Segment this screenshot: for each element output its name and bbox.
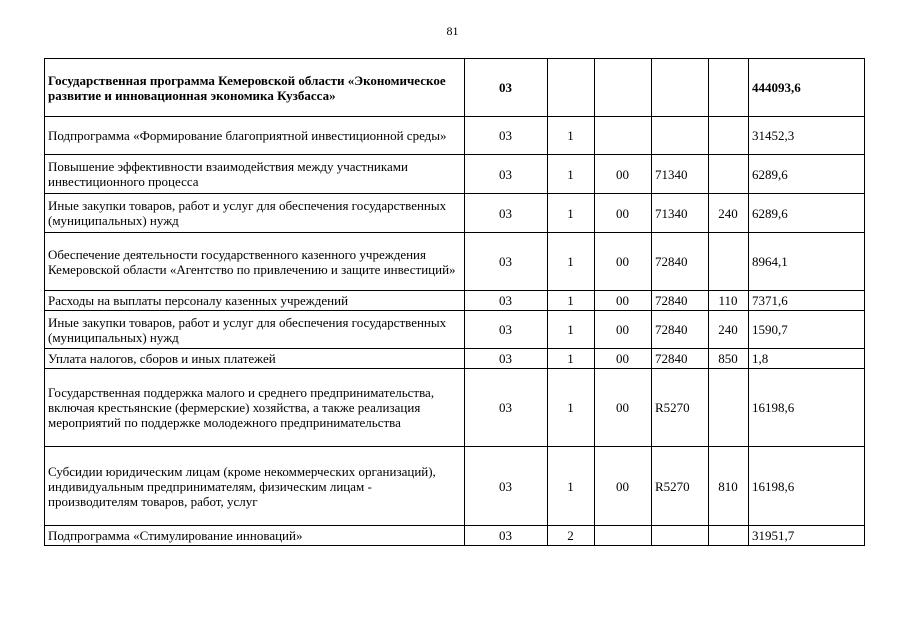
main-activity-code-cell: 00 — [595, 447, 652, 526]
expense-type-code-cell — [709, 117, 749, 155]
table-row — [45, 155, 865, 194]
row-name-cell: Субсидии юридическим лицам (кроме некоммерческих организаций), индивидуальным предпринимателям, физическим лицам - производителям товаров, работ, услуг — [45, 447, 465, 526]
amount-cell: 1590,7 — [749, 311, 865, 349]
subprogram-code-cell: 1 — [548, 369, 595, 447]
expense-type-code-cell — [709, 369, 749, 447]
table-row — [45, 117, 865, 155]
expense-type-code-cell: 240 — [709, 194, 749, 233]
table-row — [45, 349, 865, 369]
amount-cell: 8964,1 — [749, 233, 865, 291]
section-code-cell: 03 — [465, 59, 548, 117]
table-row — [45, 59, 865, 117]
expense-type-code-cell: 850 — [709, 349, 749, 369]
amount-cell: 6289,6 — [749, 194, 865, 233]
main-activity-code-cell — [595, 59, 652, 117]
row-name-cell: Расходы на выплаты персоналу казенных учреждений — [45, 291, 465, 311]
section-code-cell: 03 — [465, 194, 548, 233]
amount-cell: 1,8 — [749, 349, 865, 369]
main-activity-code-cell: 00 — [595, 291, 652, 311]
main-activity-code-cell: 00 — [595, 155, 652, 194]
subprogram-code-cell — [548, 59, 595, 117]
table-row — [45, 526, 865, 546]
subprogram-code-cell: 1 — [548, 291, 595, 311]
table-row — [45, 447, 865, 526]
expense-type-code-cell — [709, 155, 749, 194]
amount-cell: 444093,6 — [749, 59, 865, 117]
budget-table-body — [45, 59, 865, 546]
subprogram-code-cell: 1 — [548, 117, 595, 155]
direction-code-cell — [652, 59, 709, 117]
subprogram-code-cell: 1 — [548, 349, 595, 369]
direction-code-cell: 72840 — [652, 311, 709, 349]
row-name-cell: Подпрограмма «Стимулирование инноваций» — [45, 526, 465, 546]
row-name-cell: Государственная поддержка малого и среднего предпринимательства, включая крестьянские (фермерские) хозяйства, а также реализация мероприятий по поддержке молодежного предпринимательства — [45, 369, 465, 447]
row-name-cell: Уплата налогов, сборов и иных платежей — [45, 349, 465, 369]
subprogram-code-cell: 1 — [548, 155, 595, 194]
amount-cell: 16198,6 — [749, 369, 865, 447]
expense-type-code-cell — [709, 526, 749, 546]
table-row — [45, 233, 865, 291]
main-activity-code-cell: 00 — [595, 311, 652, 349]
table-row — [45, 369, 865, 447]
amount-cell: 6289,6 — [749, 155, 865, 194]
subprogram-code-cell: 1 — [548, 447, 595, 526]
section-code-cell: 03 — [465, 526, 548, 546]
expense-type-code-cell: 110 — [709, 291, 749, 311]
direction-code-cell — [652, 526, 709, 546]
section-code-cell: 03 — [465, 291, 548, 311]
row-name-cell: Обеспечение деятельности государственного казенного учреждения Кемеровской области «Агентство по привлечению и защите инвестиций» — [45, 233, 465, 291]
amount-cell: 16198,6 — [749, 447, 865, 526]
main-activity-code-cell: 00 — [595, 349, 652, 369]
main-activity-code-cell: 00 — [595, 233, 652, 291]
row-name-cell: Иные закупки товаров, работ и услуг для обеспечения государственных (муниципальных) нужд — [45, 311, 465, 349]
direction-code-cell: 72840 — [652, 291, 709, 311]
section-code-cell: 03 — [465, 369, 548, 447]
direction-code-cell: 72840 — [652, 349, 709, 369]
amount-cell: 31951,7 — [749, 526, 865, 546]
expense-type-code-cell: 810 — [709, 447, 749, 526]
subprogram-code-cell: 1 — [548, 311, 595, 349]
section-code-cell: 03 — [465, 311, 548, 349]
row-name-cell: Государственная программа Кемеровской области «Экономическое развитие и инновационная экономика Кузбасса» — [45, 59, 465, 117]
expense-type-code-cell — [709, 233, 749, 291]
section-code-cell: 03 — [465, 155, 548, 194]
table-row — [45, 194, 865, 233]
direction-code-cell: 71340 — [652, 194, 709, 233]
direction-code-cell: 71340 — [652, 155, 709, 194]
main-activity-code-cell: 00 — [595, 194, 652, 233]
row-name-cell: Повышение эффективности взаимодействия между участниками инвестиционного процесса — [45, 155, 465, 194]
table-row — [45, 291, 865, 311]
row-name-cell: Подпрограмма «Формирование благоприятной инвестиционной среды» — [45, 117, 465, 155]
section-code-cell: 03 — [465, 349, 548, 369]
amount-cell: 7371,6 — [749, 291, 865, 311]
subprogram-code-cell: 1 — [548, 233, 595, 291]
section-code-cell: 03 — [465, 233, 548, 291]
subprogram-code-cell: 2 — [548, 526, 595, 546]
subprogram-code-cell: 1 — [548, 194, 595, 233]
direction-code-cell: R5270 — [652, 447, 709, 526]
direction-code-cell: R5270 — [652, 369, 709, 447]
expense-type-code-cell — [709, 59, 749, 117]
direction-code-cell — [652, 117, 709, 155]
expense-type-code-cell: 240 — [709, 311, 749, 349]
amount-cell: 31452,3 — [749, 117, 865, 155]
section-code-cell: 03 — [465, 447, 548, 526]
main-activity-code-cell — [595, 117, 652, 155]
main-activity-code-cell: 00 — [595, 369, 652, 447]
budget-table — [44, 58, 865, 546]
table-row — [45, 311, 865, 349]
page-number: 81 — [446, 24, 459, 38]
main-activity-code-cell — [595, 526, 652, 546]
direction-code-cell: 72840 — [652, 233, 709, 291]
row-name-cell: Иные закупки товаров, работ и услуг для обеспечения государственных (муниципальных) нужд — [45, 194, 465, 233]
section-code-cell: 03 — [465, 117, 548, 155]
